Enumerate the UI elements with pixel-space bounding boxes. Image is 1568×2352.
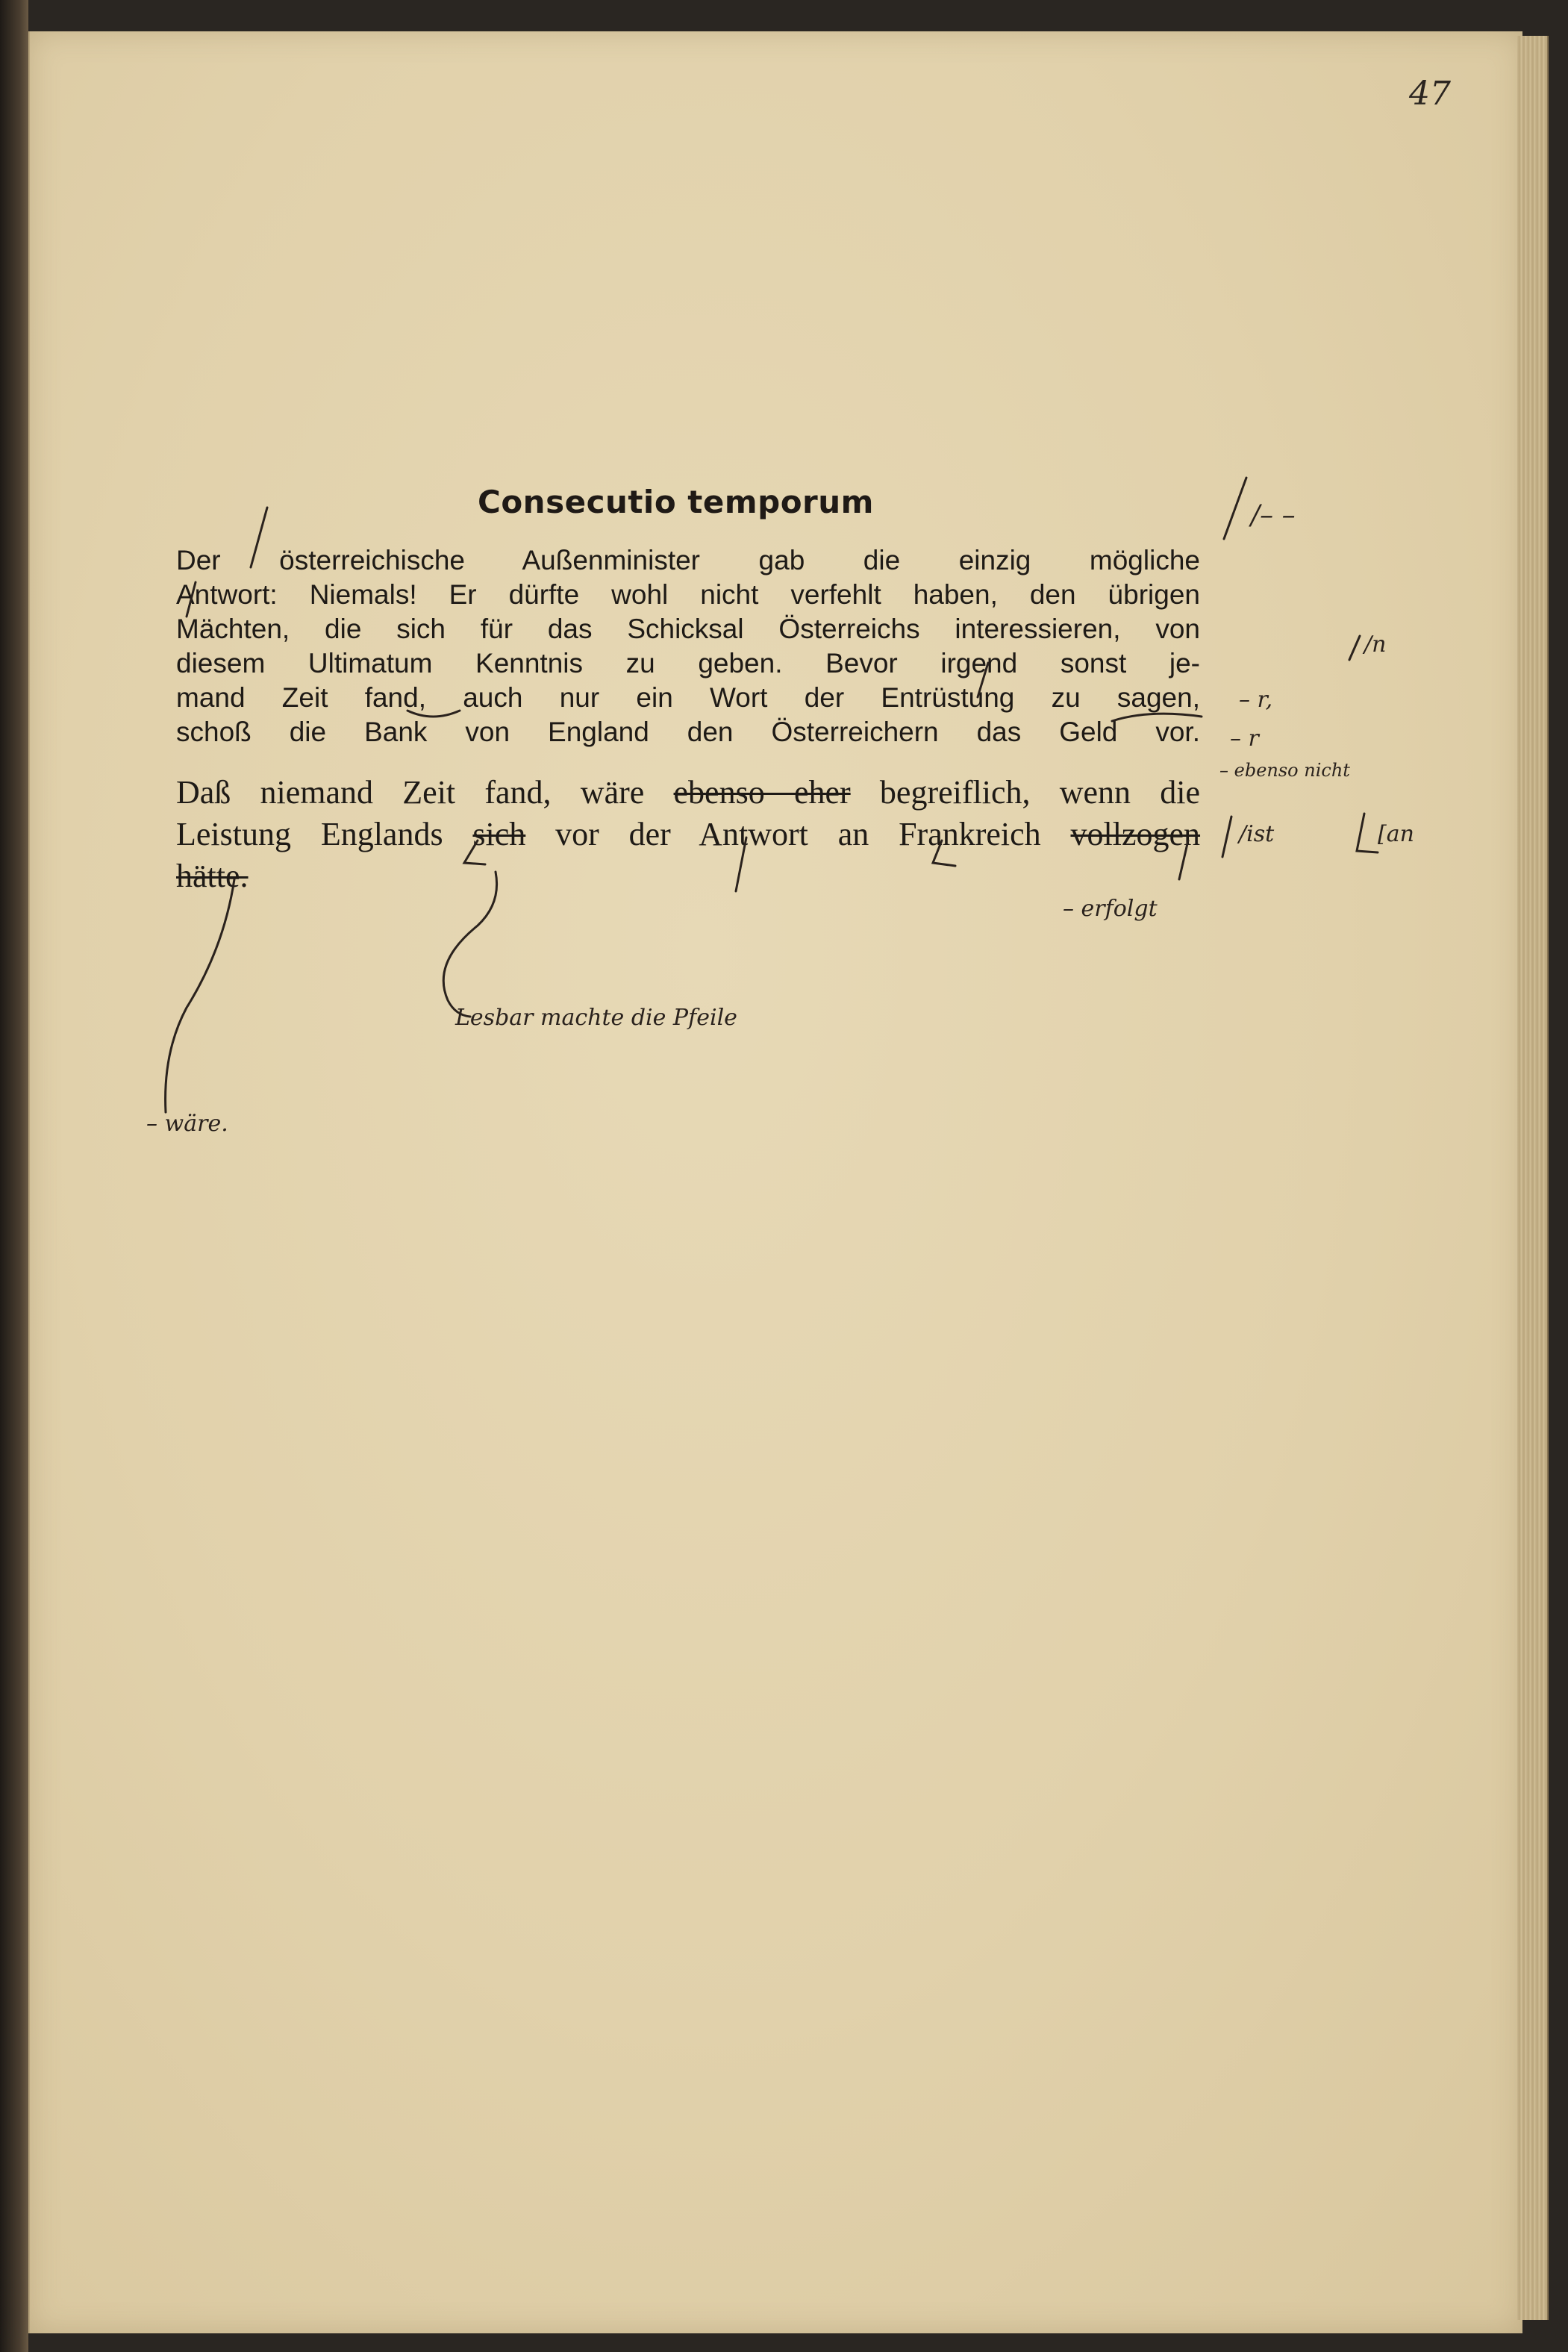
margin-note: /n: [1364, 631, 1387, 658]
margin-note: – r,: [1239, 687, 1273, 713]
struck-text: hätte.: [176, 858, 249, 894]
margin-note: – ebenso nicht: [1219, 760, 1350, 781]
text-segment: begreiflich, wenn die: [879, 774, 1201, 811]
text-segment: Leistung Englands: [176, 816, 443, 852]
margin-note: – r: [1230, 726, 1259, 752]
margin-note: – wäre.: [146, 1111, 228, 1137]
struck-text: vollzogen: [1070, 816, 1201, 852]
book-spine: [0, 0, 28, 2352]
margin-note: /ist: [1239, 821, 1275, 847]
paragraph-1-line: Antwort: Niemals! Er dürfte wohl nicht verfehlt haben, den übrigen: [176, 579, 1200, 610]
paragraph-1-line: schoß die Bank von England den Österreichern das Geld vor.: [176, 717, 1200, 747]
paragraph-1-line: Der österreichische Außenminister gab die einzig mögliche: [176, 545, 1200, 575]
paragraph-2-line-2: [176, 814, 1200, 855]
struck-text: ebenso eher: [673, 774, 851, 811]
article-title: Consecutio temporum: [478, 484, 874, 520]
text-segment: Daß niemand Zeit fand, wäre: [176, 774, 645, 811]
text-segment: vor der Antwort an Frankreich: [555, 816, 1041, 852]
paragraph-2-line-1: [176, 772, 1200, 814]
margin-note: – erfolgt: [1063, 896, 1158, 922]
struck-text: sich: [472, 816, 526, 852]
paragraph-2-line-3: [176, 855, 249, 897]
margin-note: /– –: [1251, 500, 1296, 531]
page-number: 47: [1409, 75, 1451, 113]
page-edges: [1517, 36, 1549, 2320]
margin-note: Lesbar machte die Pfeile: [455, 1005, 737, 1031]
book-page: [28, 31, 1522, 2333]
paragraph-1-line: mand Zeit fand, auch nur ein Wort der Entrüstung zu sagen,: [176, 682, 1200, 713]
margin-note: [an: [1378, 821, 1414, 847]
paragraph-1-line: Mächten, die sich für das Schicksal Österreichs interessieren, von: [176, 614, 1200, 644]
paragraph-1-line: diesem Ultimatum Kenntnis zu geben. Bevor irgend sonst je-: [176, 648, 1200, 679]
